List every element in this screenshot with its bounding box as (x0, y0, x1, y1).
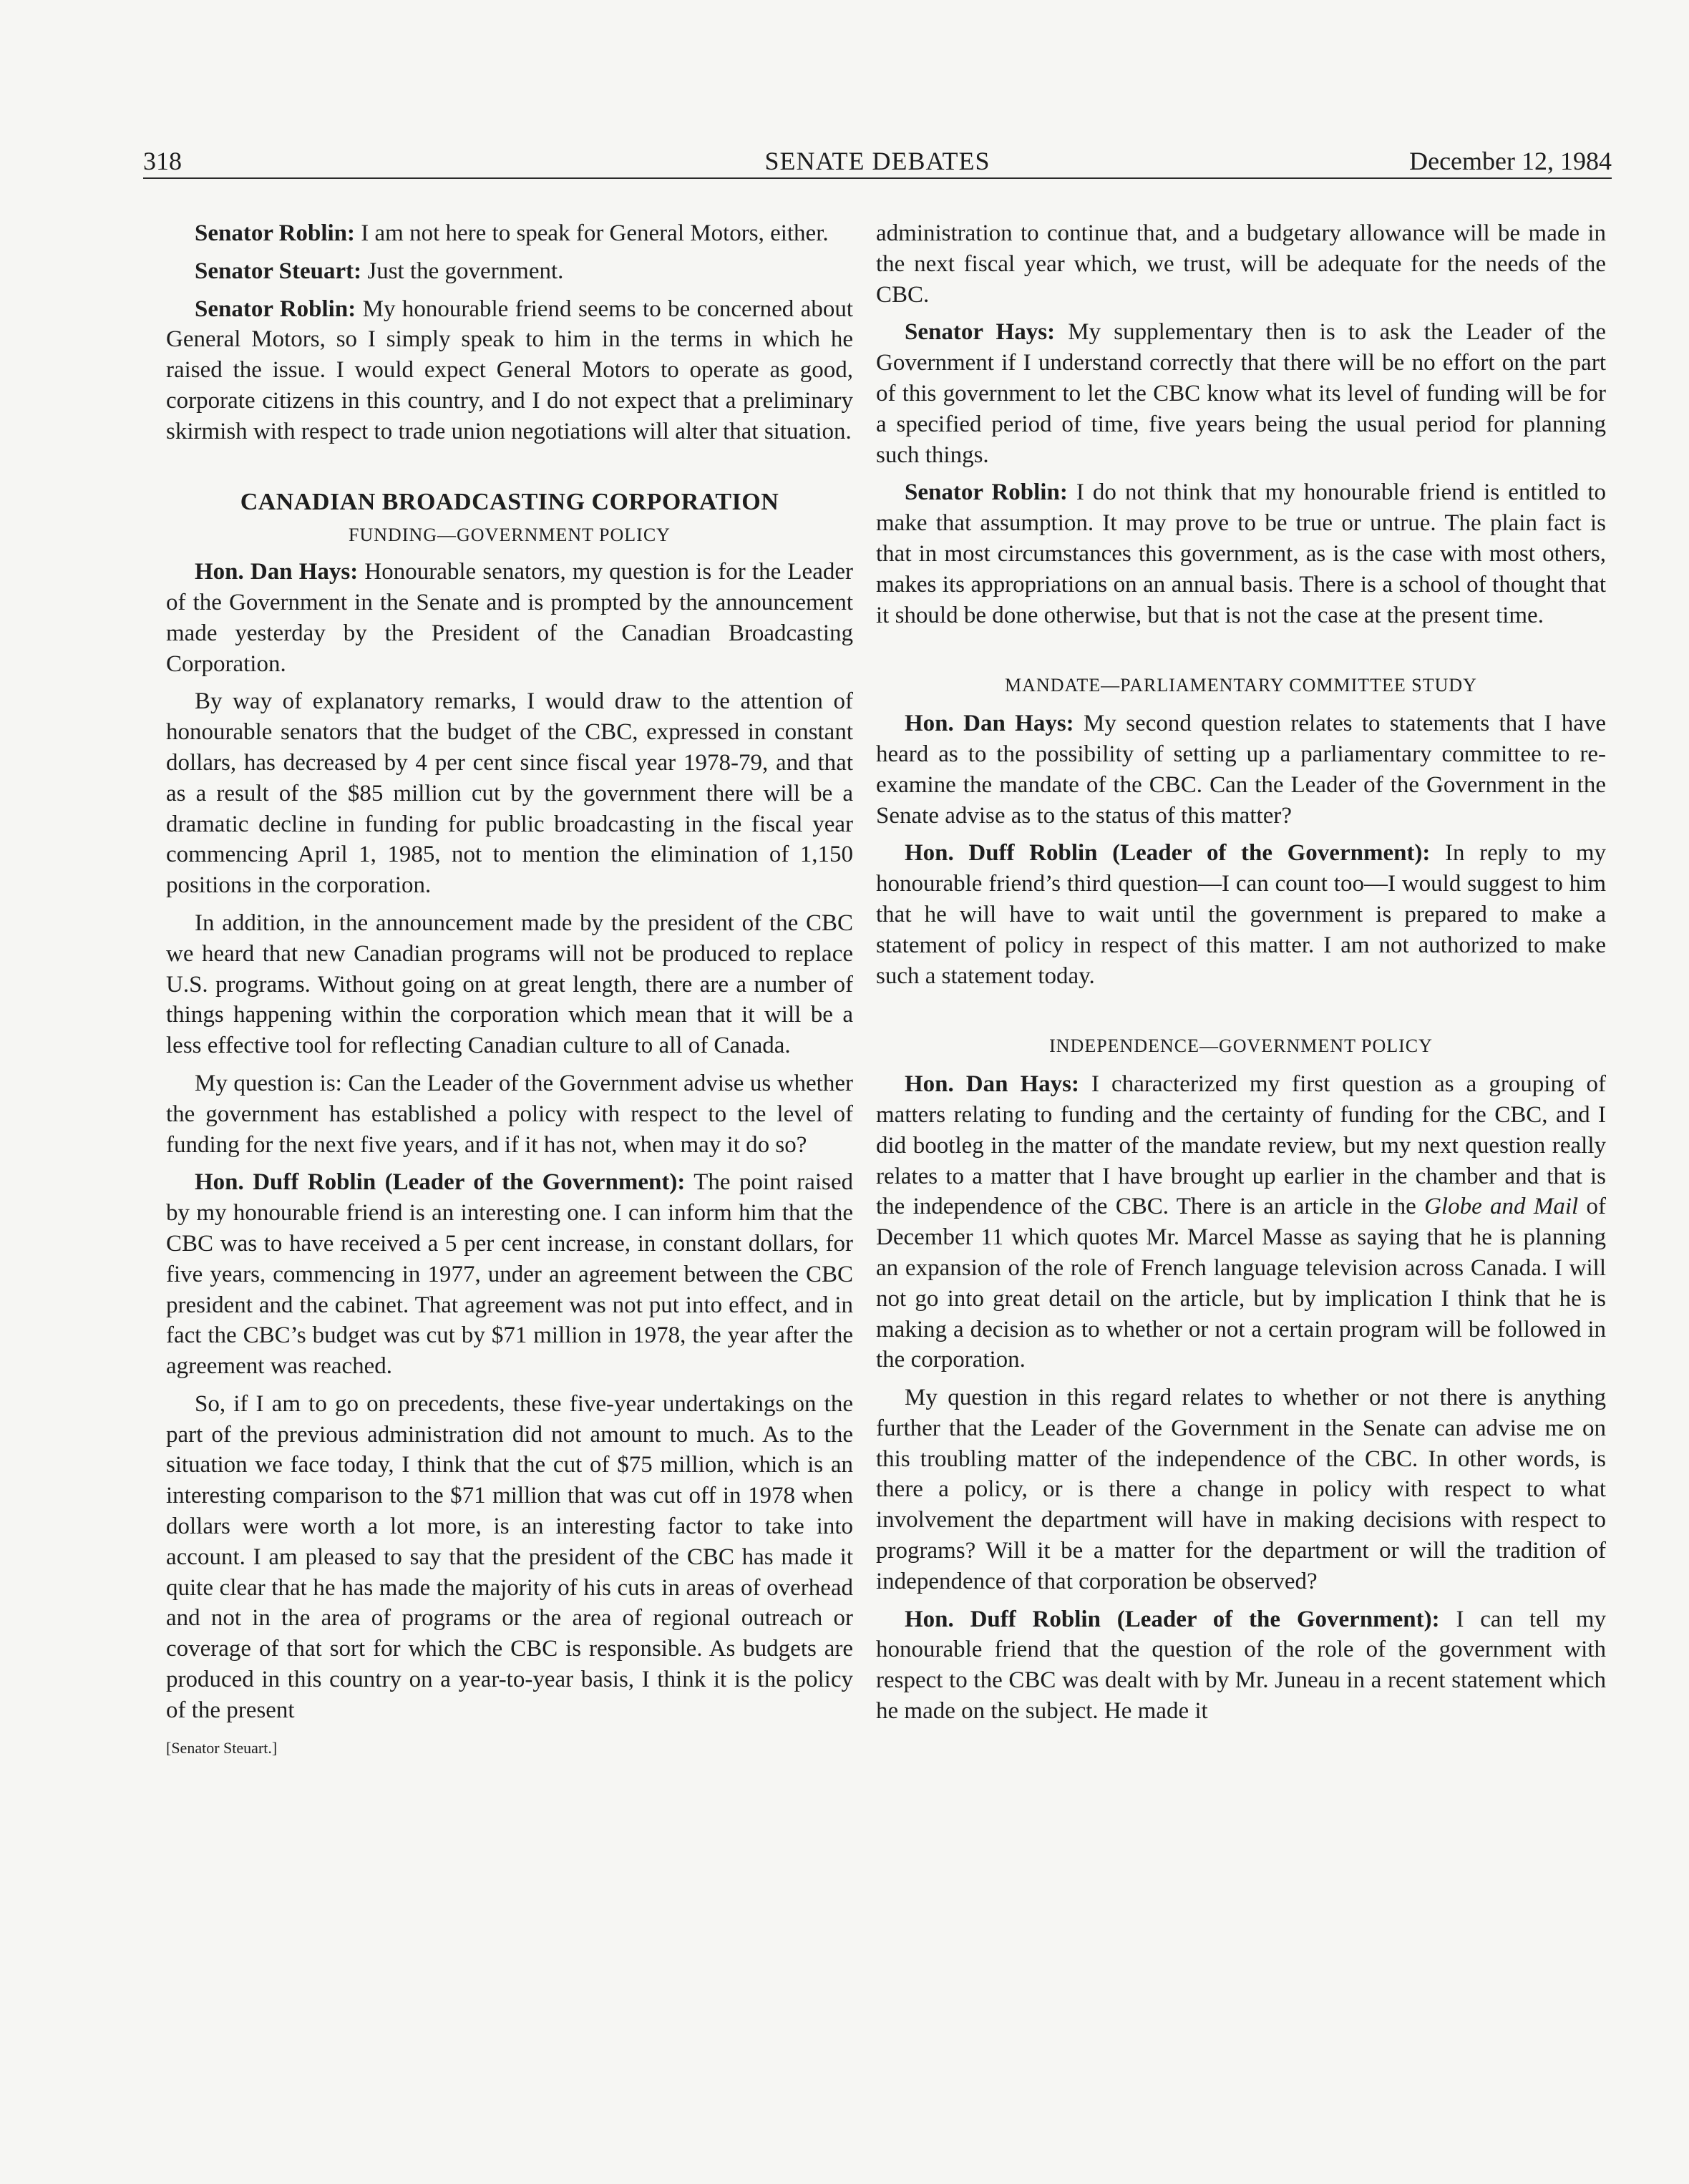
paragraph (876, 1069, 1606, 1375)
paragraph (166, 557, 853, 679)
paragraph: In addition, in the announcement made by the president of the CBC we heard that new Canadian programs will not be produced to replace U.S. programs. Without going on at great length, there are a number of things happening within the corporation which mean that it will be a less effective tool for reflecting Canadian culture to all of Canada. (166, 910, 853, 1059)
left-column (166, 218, 853, 1763)
subheading: FUNDING—GOVERNMENT POLICY (349, 525, 671, 546)
speech-text: I am not here to speak for General Motors, either. (355, 220, 829, 246)
speaker-name: Senator Steuart: (195, 258, 362, 284)
page-number: 318 (143, 147, 182, 175)
speech-text: The point raised by my honourable friend is an interesting one. I can inform him that the CBC was to have received a 5 per cent increase, in constant dollars, for five years, commencing in 1977, under an agreement between the CBC president and the cabinet. That agreement was not put into effect, and in fact the CBC’s budget was cut by $71 million in 1978, the year after the agreement was reached. (166, 1169, 853, 1380)
speech-text: My honourable friend seems to be concerned about General Motors, so I simply speak to him in the terms in which he raised the issue. I would expect General Motors to operate as good, corporate citizens in this country, and I do not expect that a preliminary skirmish with respect to trade union negotiations will alter that situation. (166, 296, 853, 444)
footnote: [Senator Steuart.] (166, 1738, 278, 1757)
speech-text: In reply to my honourable friend’s third question—I can count too—I would suggest to him that he will have to wait until the government is prepared to make a statement of policy in respect of this matter. I am not authorized to make such a statement today. (876, 840, 1606, 989)
running-title: SENATE DEBATES (764, 147, 990, 175)
speaker-name: Hon. Dan Hays: (195, 559, 359, 585)
paragraph (876, 838, 1606, 991)
speech-text: I can tell my honourable friend that the question of the role of the government with respect to the CBC was dealt with by Mr. Juneau in a recent statement which he made on the subject. He made it (876, 1606, 1606, 1725)
subheading: INDEPENDENCE—GOVERNMENT POLICY (1049, 1035, 1433, 1057)
section-heading: CANADIAN BROADCASTING CORPORATION (240, 488, 779, 515)
paragraph: So, if I am to go on precedents, these five-year undertakings on the part of the previous administration did not amount to much. As to the situation we face today, I think that the cut of $75 million, which is an interesting comparison to the $71 million that was cut off in 1978 when dollars were worth a lot more, is an interesting factor to take into account. I am pleased to say that the president of the CBC has made it quite clear that he has made the majority of his cuts in areas of overhead and not in the area of programs or the area of regional outreach or coverage of that sort for which the CBC is responsible. As budgets are produced in this country on a year-to-year basis, I think it is the policy of the present (166, 1390, 853, 1723)
paragraph: My question is: Can the Leader of the Government advise us whether the government has established a policy with respect to the level of funding for the next five years, and if it has not, when may it do so? (166, 1070, 853, 1158)
speech-text: of December 11 which quotes Mr. Marcel Masse as saying that he is planning an expansion of the role of French language television across Canada. I will not go into great detail on the article, but by implication I think that he is making a decision as to whether or not a certain program will be followed in the corporation. (876, 1194, 1606, 1373)
speaker-name: Hon. Dan Hays: (905, 1071, 1080, 1098)
speaker-name: Hon. Duff Roblin (Leader of the Government): (195, 1169, 686, 1196)
issue-date: December 12, 1984 (1409, 147, 1612, 175)
subheading: MANDATE—PARLIAMENTARY COMMITTEE STUDY (1005, 675, 1477, 696)
paragraph: By way of explanatory remarks, I would draw to the attention of honourable senators that the budget of the CBC, expressed in constant dollars, has decreased by 4 per cent since fiscal year 1978-79, and that as a result of the $85 million cut by the government there will be a dramatic decline in funding for public broadcasting in the fiscal year commencing April 1, 1985, not to mention the elimination of 1,150 positions in the corporation. (166, 688, 853, 899)
paragraph (166, 294, 853, 447)
speaker-name: Hon. Duff Roblin (Leader of the Government): (905, 840, 1431, 867)
paragraph (876, 317, 1606, 470)
speaker-name: Hon. Dan Hays: (905, 711, 1074, 737)
speech-text: I characterized my first question as a grouping of matters relating to funding and the certainty of funding for the CBC, and I did bootleg in the matter of the mandate review, but my next question really relates to a matter that I have brought up earlier in the chamber and that is the independence of the CBC. There is an article in the (876, 1071, 1606, 1220)
paragraph (166, 218, 853, 249)
publication-title: Globe and Mail (1424, 1194, 1579, 1220)
paragraph (166, 256, 853, 287)
right-column (876, 218, 1606, 1734)
speaker-name: Senator Hays: (905, 319, 1056, 346)
paragraph (166, 1167, 853, 1382)
speech-text: Just the government. (361, 258, 564, 284)
paragraph: My question in this regard relates to whether or not there is anything further that the Leader of the Government in the Senate can advise me on this troubling matter of the independence of the CBC. In other words, is there a policy, or is there a change in policy with respect to what involvement the department will have in making decisions with respect to programs? Will it be a matter for the department or will the tradition of independence of that corporation be observed? (876, 1385, 1606, 1594)
paragraph (876, 708, 1606, 831)
page-header (143, 142, 1612, 179)
paragraph (876, 477, 1606, 630)
speech-text: I do not think that my honourable friend is entitled to make that assumption. It may prove to be true or untrue. The plain fact is that in most circumstances this government, as is the case with most others, makes its appropriations on an annual basis. There is a school of thought that it should be done otherwise, but that is not the case at the present time. (876, 479, 1606, 628)
speech-text: Honourable senators, my question is for the Leader of the Government in the Senate and is prompted by the announcement made yesterday by the President of the Canadian Broadcasting Corporation. (166, 559, 853, 677)
speaker-name: Senator Roblin: (195, 296, 356, 322)
speech-text: My second question relates to statements that I have heard as to the possibility of setting up a parliamentary committee to re-examine the mandate of the CBC. Can the Leader of the Government in the Senate advise as to the status of this matter? (876, 711, 1606, 829)
speaker-name: Senator Roblin: (195, 220, 356, 246)
paragraph (876, 1604, 1606, 1727)
paragraph: administration to continue that, and a budgetary allowance will be made in the next fiscal year which, we trust, will be adequate for the needs of the CBC. (876, 220, 1606, 308)
speaker-name: Senator Roblin: (905, 479, 1068, 506)
speaker-name: Hon. Duff Roblin (Leader of the Government): (905, 1606, 1440, 1632)
speech-text: My supplementary then is to ask the Leader of the Government if I understand correctly that there will be no effort on the part of this government to let the CBC know what its level of funding will be for a specified period of time, five years being the usual period for planning such things. (876, 319, 1606, 468)
